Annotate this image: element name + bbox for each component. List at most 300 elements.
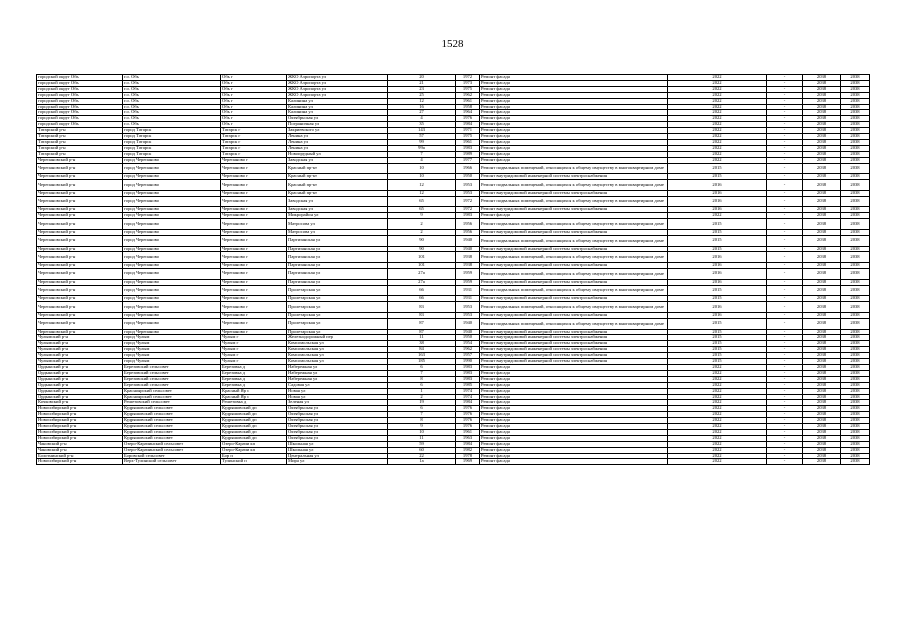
- cell-settlement: Черепаново г: [221, 196, 287, 207]
- cell-mid: -: [767, 207, 803, 213]
- cell-street: Садовая ул: [287, 382, 388, 388]
- cell-end-year-2: 2038: [841, 80, 870, 86]
- cell-settlement: Татарск г: [221, 151, 287, 157]
- cell-street: ЖКО Аэропорта ул: [287, 80, 388, 86]
- cell-end-year-2: 2038: [841, 263, 870, 269]
- cell-house: 12: [388, 98, 456, 104]
- cell-year: 1978: [456, 453, 480, 459]
- cell-end-year: 2038: [803, 116, 841, 122]
- cell-district: Татарский р-н: [37, 151, 123, 157]
- cell-mid: -: [767, 347, 803, 353]
- cell-end-year-2: 2038: [841, 329, 870, 335]
- cell-mid: -: [767, 435, 803, 441]
- cell-work-type: Ремонт внутридомовой инженерной системы электроснабжения: [480, 246, 668, 252]
- cell-settlement: Черепаново г: [221, 329, 287, 335]
- cell-municipality: г.о. Обь: [123, 110, 221, 116]
- cell-work-type: Ремонт подвальных помещений, относящихся к общему имуществу в многоквартирном доме: [480, 196, 668, 207]
- cell-district: Новосибирский р-н: [37, 418, 123, 424]
- cell-municipality: город Черепаново: [123, 235, 221, 246]
- cell-settlement: Черепаново г: [221, 190, 287, 196]
- cell-street: Новая ул: [287, 394, 388, 400]
- cell-municipality: город Чулым: [123, 341, 221, 347]
- cell-start-year: 2015: [668, 359, 767, 365]
- cell-district: Новосибирский р-н: [37, 424, 123, 430]
- cell-year: 1953: [456, 190, 480, 196]
- cell-work-type: Ремонт фасада: [480, 412, 668, 418]
- table-row: [37, 285, 870, 296]
- cell-start-year: 2022: [668, 441, 767, 447]
- cell-street: Центральная ул: [287, 453, 388, 459]
- cell-end-year: 2038: [803, 128, 841, 134]
- cell-start-year: 2022: [668, 116, 767, 122]
- cell-end-year: 2038: [803, 207, 841, 213]
- cell-municipality: г.о. Обь: [123, 122, 221, 128]
- cell-year: 1958: [456, 104, 480, 110]
- cell-district: Ордынский р-н: [37, 364, 123, 370]
- cell-district: Черепановский р-н: [37, 296, 123, 302]
- cell-street: Пограничная ул: [287, 122, 388, 128]
- cell-work-type: Ремонт внутридомовой инженерной системы электроснабжения: [480, 229, 668, 235]
- cell-work-type: Ремонт подвальных помещений, относящихся к общему имуществу в многоквартирном доме: [480, 302, 668, 313]
- cell-year: 1990: [456, 359, 480, 365]
- cell-start-year: 2022: [668, 80, 767, 86]
- cell-house: 16: [388, 104, 456, 110]
- cell-year: 1938: [456, 252, 480, 263]
- cell-year: 1971: [456, 128, 480, 134]
- table-row: [37, 235, 870, 246]
- cell-work-type: Ремонт внутридомовой инженерной системы электроснабжения: [480, 312, 668, 318]
- cell-municipality: Кудряшовский сельсовет: [123, 406, 221, 412]
- cell-house: 6: [388, 364, 456, 370]
- cell-start-year: 2022: [668, 122, 767, 128]
- cell-year: 1940: [456, 235, 480, 246]
- cell-house: 10: [388, 174, 456, 180]
- cell-year: 1961: [456, 98, 480, 104]
- cell-house: 6: [388, 382, 456, 388]
- cell-municipality: город Черепаново: [123, 329, 221, 335]
- cell-year: 1940: [456, 318, 480, 329]
- cell-start-year: 2022: [668, 364, 767, 370]
- cell-work-type: Ремонт фасада: [480, 447, 668, 453]
- cell-settlement: Черепаново г: [221, 157, 287, 163]
- cell-end-year-2: 2038: [841, 174, 870, 180]
- cell-end-year-2: 2038: [841, 92, 870, 98]
- cell-house: 185: [388, 359, 456, 365]
- cell-municipality: Красноярский сельсовет: [123, 394, 221, 400]
- cell-mid: -: [767, 394, 803, 400]
- cell-district: Ордынский р-н: [37, 382, 123, 388]
- cell-mid: -: [767, 180, 803, 191]
- cell-district: Черепановский р-н: [37, 279, 123, 285]
- cell-end-year: 2038: [803, 424, 841, 430]
- cell-start-year: 2015: [668, 329, 767, 335]
- cell-street: Ленина ул: [287, 134, 388, 140]
- cell-start-year: 2015: [668, 163, 767, 174]
- cell-street: Калинина ул: [287, 98, 388, 104]
- table-row: [37, 302, 870, 313]
- cell-year: 1956: [456, 219, 480, 230]
- cell-district: Черепановский р-н: [37, 312, 123, 318]
- cell-end-year-2: 2038: [841, 180, 870, 191]
- cell-work-type: Ремонт внутридомовой инженерной системы электроснабжения: [480, 359, 668, 365]
- cell-start-year: 2022: [668, 86, 767, 92]
- cell-street: Набережная ул: [287, 370, 388, 376]
- cell-mid: -: [767, 364, 803, 370]
- cell-year: 1984: [456, 400, 480, 406]
- cell-municipality: Кудряшовский сельсовет: [123, 424, 221, 430]
- cell-work-type: Ремонт внутридомовой инженерной системы электроснабжения: [480, 341, 668, 347]
- cell-street: Партизанская ул: [287, 269, 388, 280]
- cell-settlement: Чулым г: [221, 341, 287, 347]
- cell-district: городской округ Обь: [37, 86, 123, 92]
- cell-start-year: 2016: [668, 302, 767, 313]
- cell-settlement: Тулинский п: [221, 459, 287, 465]
- cell-house: 101: [388, 252, 456, 263]
- cell-settlement: Березовка д: [221, 370, 287, 376]
- cell-work-type: Ремонт фасада: [480, 151, 668, 157]
- cell-work-type: Ремонт фасада: [480, 139, 668, 145]
- cell-municipality: г.о. Обь: [123, 98, 221, 104]
- cell-settlement: Кудряшовский дп: [221, 406, 287, 412]
- cell-end-year: 2038: [803, 347, 841, 353]
- cell-settlement: Чулым г: [221, 353, 287, 359]
- cell-mid: -: [767, 418, 803, 424]
- cell-mid: -: [767, 269, 803, 280]
- cell-start-year: 2016: [668, 190, 767, 196]
- cell-house: 57: [388, 134, 456, 140]
- cell-municipality: Боровской сельсовет: [123, 453, 221, 459]
- cell-work-type: Ремонт подвальных помещений, относящихся к общему имуществу в многоквартирном доме: [480, 285, 668, 296]
- cell-house: 7: [388, 412, 456, 418]
- table-row: [37, 180, 870, 191]
- cell-mid: -: [767, 86, 803, 92]
- cell-house: 6: [388, 406, 456, 412]
- cell-year: 1966: [456, 163, 480, 174]
- cell-end-year: 2038: [803, 285, 841, 296]
- cell-settlement: Кудряшовский дп: [221, 424, 287, 430]
- cell-street: Октябрьская ул: [287, 116, 388, 122]
- cell-year: 1961: [456, 139, 480, 145]
- cell-municipality: город Черепаново: [123, 190, 221, 196]
- cell-street: Закриевского ул: [287, 128, 388, 134]
- cell-end-year: 2038: [803, 370, 841, 376]
- cell-district: Черепановский р-н: [37, 252, 123, 263]
- cell-house: 99: [388, 139, 456, 145]
- cell-end-year: 2038: [803, 279, 841, 285]
- cell-start-year: 2022: [668, 412, 767, 418]
- cell-end-year-2: 2038: [841, 145, 870, 151]
- cell-year: 1984: [456, 441, 480, 447]
- cell-end-year: 2038: [803, 196, 841, 207]
- cell-end-year: 2038: [803, 447, 841, 453]
- cell-end-year: 2038: [803, 453, 841, 459]
- cell-district: Новосибирский р-н: [37, 435, 123, 441]
- cell-end-year-2: 2038: [841, 418, 870, 424]
- cell-end-year: 2038: [803, 364, 841, 370]
- cell-street: Октябрьская ул: [287, 406, 388, 412]
- cell-municipality: Березовский сельсовет: [123, 376, 221, 382]
- cell-end-year: 2038: [803, 312, 841, 318]
- cell-district: Черепановский р-н: [37, 196, 123, 207]
- cell-end-year-2: 2038: [841, 370, 870, 376]
- cell-work-type: Ремонт фасада: [480, 86, 668, 92]
- cell-settlement: Черепаново г: [221, 229, 287, 235]
- cell-work-type: Ремонт внутридомовой инженерной системы электроснабжения: [480, 279, 668, 285]
- cell-municipality: город Черепаново: [123, 312, 221, 318]
- cell-mid: -: [767, 252, 803, 263]
- cell-street: Красный пр-кт: [287, 174, 388, 180]
- cell-start-year: 2015: [668, 246, 767, 252]
- cell-start-year: 2022: [668, 406, 767, 412]
- cell-work-type: Ремонт внутридомовой инженерной системы электроснабжения: [480, 347, 668, 353]
- cell-work-type: Ремонт фасада: [480, 122, 668, 128]
- cell-street: Зеленая ул: [287, 400, 388, 406]
- table-row: [37, 269, 870, 280]
- cell-work-type: Ремонт фасада: [480, 453, 668, 459]
- cell-municipality: город Черепаново: [123, 285, 221, 296]
- cell-settlement: Черепаново г: [221, 180, 287, 191]
- cell-year: 1969: [456, 459, 480, 465]
- cell-work-type: Ремонт фасада: [480, 80, 668, 86]
- cell-start-year: 2022: [668, 151, 767, 157]
- table-row: [37, 459, 870, 465]
- cell-mid: -: [767, 412, 803, 418]
- cell-end-year-2: 2038: [841, 252, 870, 263]
- cell-municipality: г.о. Обь: [123, 75, 221, 81]
- cell-settlement: Обь г: [221, 122, 287, 128]
- cell-street: Пролетарская ул: [287, 302, 388, 313]
- cell-year: 1972: [456, 75, 480, 81]
- cell-district: Чановский р-н: [37, 441, 123, 447]
- cell-settlement: Черепаново г: [221, 318, 287, 329]
- cell-house: 2: [388, 219, 456, 230]
- cell-street: Школьная ул: [287, 441, 388, 447]
- cell-district: Чулымский р-н: [37, 353, 123, 359]
- cell-start-year: 2016: [668, 180, 767, 191]
- cell-district: Черепановский р-н: [37, 246, 123, 252]
- cell-mid: -: [767, 139, 803, 145]
- table-row: [37, 318, 870, 329]
- cell-year: 1953: [456, 180, 480, 191]
- cell-settlement: Березовка д: [221, 376, 287, 382]
- cell-house: 21: [388, 80, 456, 86]
- cell-end-year: 2038: [803, 235, 841, 246]
- page-number: 1528: [441, 38, 464, 50]
- cell-year: 1956: [456, 229, 480, 235]
- cell-settlement: Кудряшовский дп: [221, 429, 287, 435]
- cell-year: 1938: [456, 263, 480, 269]
- cell-district: городской округ Обь: [37, 104, 123, 110]
- cell-street: Заводская ул: [287, 196, 388, 207]
- cell-street: Партизанская ул: [287, 263, 388, 269]
- cell-district: Черепановский р-н: [37, 163, 123, 174]
- cell-end-year: 2038: [803, 122, 841, 128]
- cell-street: Октябрьская ул: [287, 435, 388, 441]
- cell-end-year-2: 2038: [841, 285, 870, 296]
- cell-municipality: г.о. Обь: [123, 80, 221, 86]
- cell-year: 1954: [456, 341, 480, 347]
- cell-start-year: 2022: [668, 104, 767, 110]
- cell-end-year: 2038: [803, 418, 841, 424]
- cell-settlement: Черепаново г: [221, 235, 287, 246]
- cell-municipality: город Черепаново: [123, 318, 221, 329]
- cell-end-year-2: 2038: [841, 279, 870, 285]
- cell-start-year: 2022: [668, 376, 767, 382]
- cell-end-year-2: 2038: [841, 453, 870, 459]
- cell-work-type: Ремонт фасада: [480, 92, 668, 98]
- cell-street: Комсомольская ул: [287, 359, 388, 365]
- cell-end-year: 2038: [803, 151, 841, 157]
- cell-year: 1983: [456, 364, 480, 370]
- cell-start-year: 2022: [668, 110, 767, 116]
- cell-mid: -: [767, 163, 803, 174]
- cell-street: Набережная ул: [287, 376, 388, 382]
- cell-settlement: Озеро-Карачи кп: [221, 441, 287, 447]
- cell-end-year-2: 2038: [841, 447, 870, 453]
- cell-settlement: Кудряшовский дп: [221, 418, 287, 424]
- cell-municipality: город Татарск: [123, 134, 221, 140]
- cell-settlement: Черепаново г: [221, 219, 287, 230]
- cell-end-year: 2038: [803, 157, 841, 163]
- cell-municipality: город Черепаново: [123, 157, 221, 163]
- cell-district: городской округ Обь: [37, 98, 123, 104]
- cell-start-year: 2022: [668, 382, 767, 388]
- cell-end-year-2: 2038: [841, 235, 870, 246]
- cell-mid: -: [767, 116, 803, 122]
- cell-street: Октябрьская ул: [287, 412, 388, 418]
- cell-end-year-2: 2038: [841, 312, 870, 318]
- cell-work-type: Ремонт фасада: [480, 418, 668, 424]
- cell-municipality: город Черепаново: [123, 246, 221, 252]
- cell-work-type: Ремонт подвальных помещений, относящихся к общему имуществу в многоквартирном доме: [480, 318, 668, 329]
- cell-work-type: Ремонт подвальных помещений, относящихся к общему имуществу в многоквартирном доме: [480, 252, 668, 263]
- cell-street: Октябрьская ул: [287, 418, 388, 424]
- cell-house: 8: [388, 376, 456, 382]
- cell-end-year-2: 2038: [841, 347, 870, 353]
- cell-mid: -: [767, 104, 803, 110]
- cell-start-year: 2015: [668, 235, 767, 246]
- cell-end-year: 2038: [803, 134, 841, 140]
- cell-start-year: 2022: [668, 459, 767, 465]
- cell-street: ЖКО Аэропорта ул: [287, 92, 388, 98]
- cell-district: Черепановский р-н: [37, 207, 123, 213]
- cell-municipality: Кудряшовский сельсовет: [123, 435, 221, 441]
- cell-district: Черепановский р-н: [37, 285, 123, 296]
- cell-work-type: Ремонт фасада: [480, 370, 668, 376]
- cell-mid: -: [767, 359, 803, 365]
- cell-municipality: г.о. Обь: [123, 104, 221, 110]
- cell-work-type: Ремонт фасада: [480, 75, 668, 81]
- cell-settlement: Березовка д: [221, 382, 287, 388]
- cell-end-year-2: 2038: [841, 139, 870, 145]
- cell-work-type: Ремонт подвальных помещений, относящихся к общему имуществу в многоквартирном доме: [480, 219, 668, 230]
- cell-district: городской округ Обь: [37, 116, 123, 122]
- cell-end-year-2: 2038: [841, 246, 870, 252]
- cell-house: 59: [388, 441, 456, 447]
- cell-house: 20: [388, 75, 456, 81]
- cell-house: 19: [388, 400, 456, 406]
- cell-end-year-2: 2038: [841, 459, 870, 465]
- cell-mid: -: [767, 190, 803, 196]
- cell-mid: -: [767, 174, 803, 180]
- cell-start-year: 2022: [668, 157, 767, 163]
- cell-municipality: г.о. Обь: [123, 86, 221, 92]
- cell-house: 163: [388, 353, 456, 359]
- cell-end-year-2: 2038: [841, 98, 870, 104]
- cell-end-year-2: 2038: [841, 128, 870, 134]
- cell-mid: -: [767, 263, 803, 269]
- cell-settlement: Черепаново г: [221, 174, 287, 180]
- cell-end-year-2: 2038: [841, 213, 870, 219]
- cell-end-year: 2038: [803, 435, 841, 441]
- cell-end-year-2: 2038: [841, 229, 870, 235]
- cell-year: 1976: [456, 412, 480, 418]
- cell-start-year: 2022: [668, 75, 767, 81]
- cell-end-year-2: 2038: [841, 104, 870, 110]
- cell-settlement: Чулым г: [221, 359, 287, 365]
- cell-work-type: Ремонт внутридомовой инженерной системы электроснабжения: [480, 174, 668, 180]
- cell-end-year: 2038: [803, 80, 841, 86]
- cell-end-year-2: 2038: [841, 412, 870, 418]
- cell-end-year: 2038: [803, 412, 841, 418]
- cell-start-year: 2022: [668, 424, 767, 430]
- cell-end-year: 2038: [803, 263, 841, 269]
- cell-house: 90: [388, 235, 456, 246]
- cell-mid: -: [767, 376, 803, 382]
- cell-house: 22: [388, 453, 456, 459]
- cell-end-year: 2038: [803, 229, 841, 235]
- cell-end-year-2: 2038: [841, 207, 870, 213]
- cell-work-type: Ремонт фасада: [480, 134, 668, 140]
- cell-district: городской округ Обь: [37, 80, 123, 86]
- cell-house: 7: [388, 370, 456, 376]
- cell-start-year: 2022: [668, 453, 767, 459]
- cell-work-type: Ремонт фасада: [480, 441, 668, 447]
- cell-work-type: Ремонт фасада: [480, 376, 668, 382]
- cell-street: Заводская ул: [287, 157, 388, 163]
- cell-work-type: Ремонт фасада: [480, 110, 668, 116]
- cell-settlement: Татарск г: [221, 145, 287, 151]
- cell-start-year: 2022: [668, 400, 767, 406]
- cell-start-year: 2015: [668, 219, 767, 230]
- cell-street: Ленина ул: [287, 139, 388, 145]
- cell-street: Школьная ул: [287, 447, 388, 453]
- cell-municipality: город Черепаново: [123, 279, 221, 285]
- cell-district: Ордынский р-н: [37, 394, 123, 400]
- cell-end-year-2: 2038: [841, 302, 870, 313]
- cell-house: 1: [388, 388, 456, 394]
- cell-start-year: 2016: [668, 312, 767, 318]
- cell-house: 101: [388, 263, 456, 269]
- cell-street: Пролетарская ул: [287, 312, 388, 318]
- cell-start-year: 2016: [668, 252, 767, 263]
- cell-district: Черепановский р-н: [37, 263, 123, 269]
- cell-house: 12: [388, 190, 456, 196]
- cell-end-year: 2038: [803, 441, 841, 447]
- cell-municipality: город Черепаново: [123, 207, 221, 213]
- cell-end-year-2: 2038: [841, 435, 870, 441]
- cell-end-year-2: 2038: [841, 406, 870, 412]
- cell-settlement: Обь г: [221, 86, 287, 92]
- cell-district: Черепановский р-н: [37, 329, 123, 335]
- cell-start-year: 2016: [668, 279, 767, 285]
- cell-municipality: город Черепаново: [123, 213, 221, 219]
- cell-district: Черепановский р-н: [37, 157, 123, 163]
- cell-mid: -: [767, 382, 803, 388]
- cell-mid: -: [767, 388, 803, 394]
- cell-end-year-2: 2038: [841, 196, 870, 207]
- cell-work-type: Ремонт фасада: [480, 406, 668, 412]
